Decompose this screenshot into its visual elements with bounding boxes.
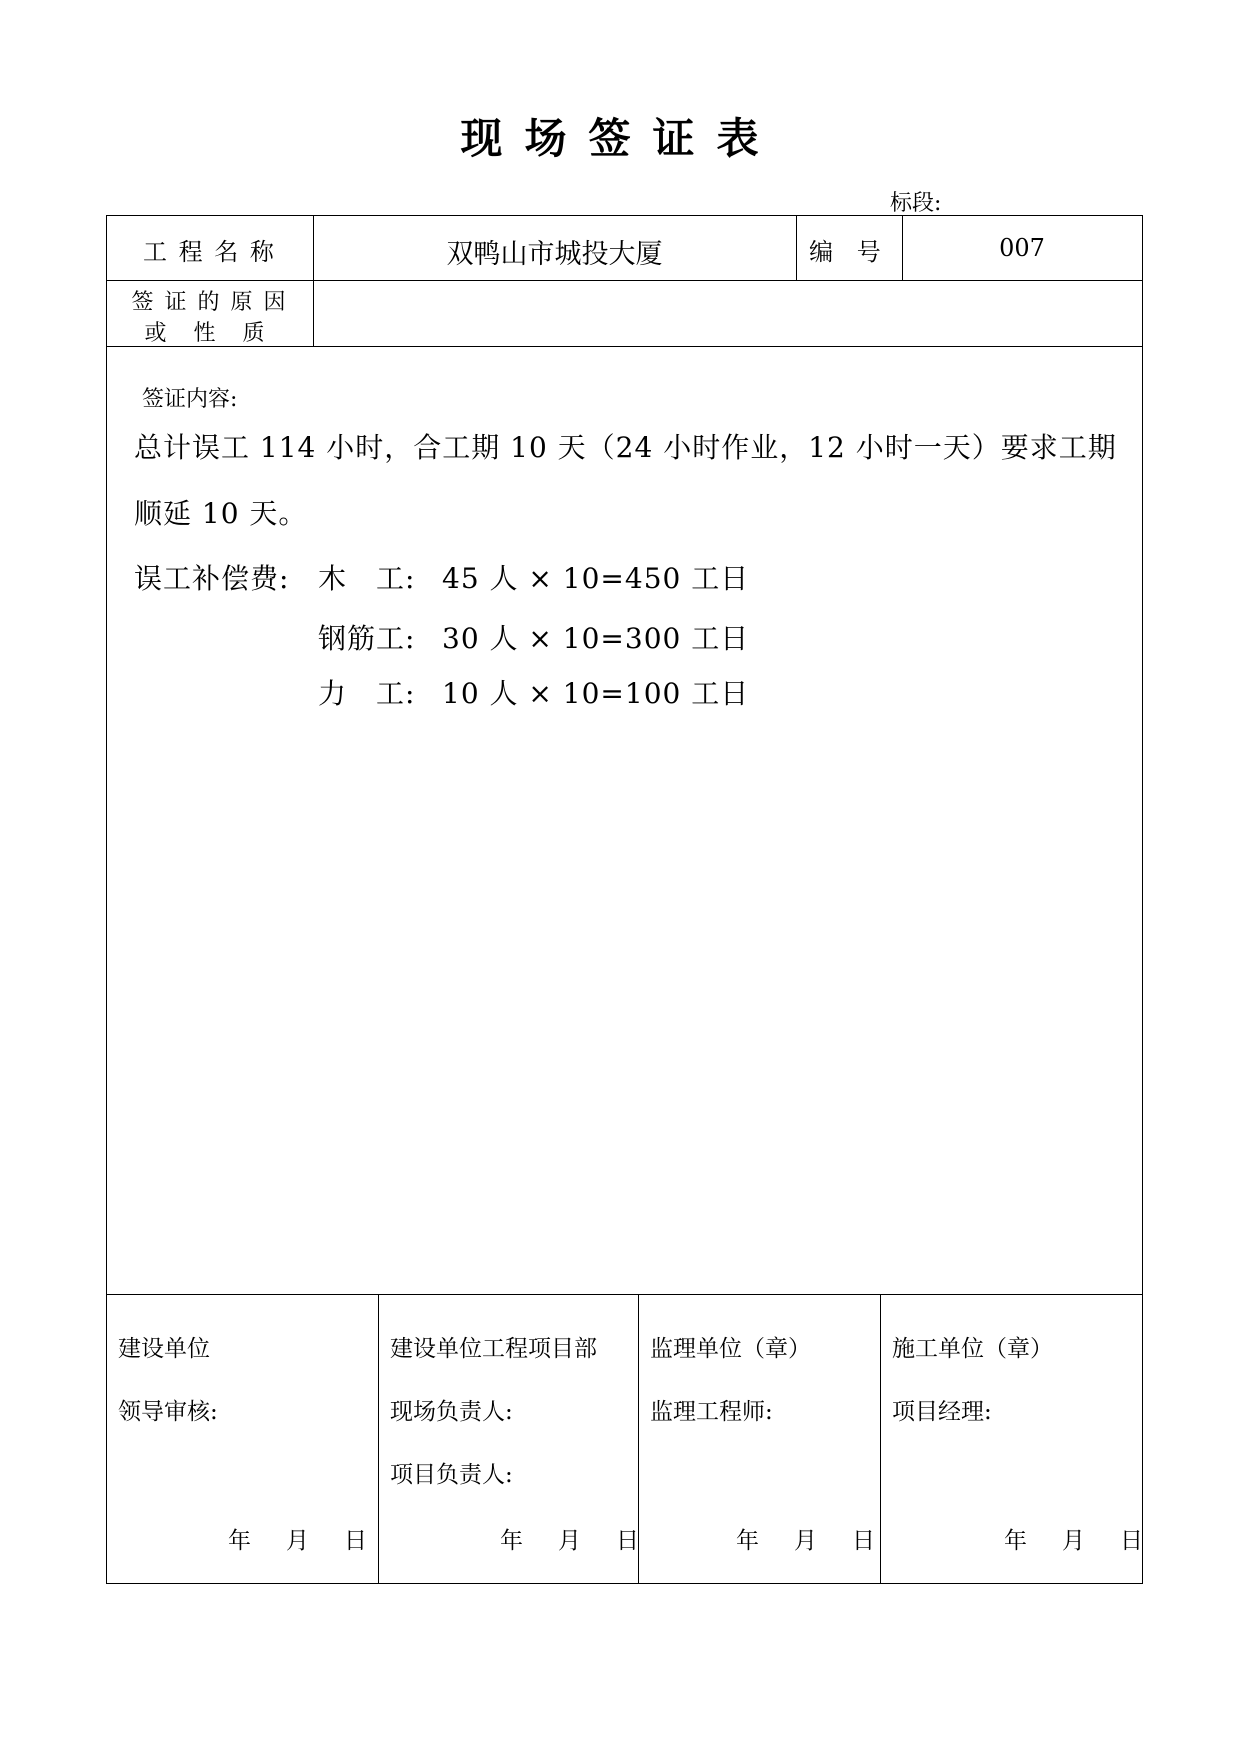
sig-contractor-date: 年 月 日 <box>1004 1528 1149 1554</box>
trade-carpenter-calc: 45 人 × 10=450 工日 <box>442 562 750 595</box>
sig-supervision-date: 年 月 日 <box>736 1528 881 1554</box>
page-title: 现场签证表 <box>460 114 781 163</box>
sig-contractor-pm: 项目经理: <box>892 1399 992 1425</box>
table-border-top <box>106 215 1143 216</box>
table-row-divider <box>106 280 1143 281</box>
trade-labor: 力 工: <box>318 677 416 710</box>
project-name-value: 双鸭山市城投大厦 <box>446 239 663 270</box>
project-name-label: 工 程 名 称 <box>143 238 276 266</box>
content-line-2: 顺延 10 天。 <box>134 497 308 530</box>
table-border-right <box>1142 215 1143 1584</box>
sig-contractor-unit: 施工单位（章） <box>892 1336 1053 1362</box>
table-border-bottom <box>106 1583 1143 1584</box>
reason-label-line1: 签 证 的 原 因 <box>131 290 288 315</box>
number-value: 007 <box>999 234 1045 262</box>
sig-project-manager: 项目负责人: <box>390 1462 513 1488</box>
sig-owner-review: 领导审核: <box>118 1399 218 1425</box>
section-label: 标段: <box>890 191 942 216</box>
trade-rebar-calc: 30 人 × 10=300 工日 <box>442 622 750 655</box>
reason-label-line2: 或 性 质 <box>144 321 275 346</box>
content-label: 签证内容: <box>142 387 238 412</box>
trade-carpenter: 木 工: <box>318 562 416 595</box>
number-label: 编 号 <box>809 238 889 266</box>
sig-site-manager: 现场负责人: <box>390 1399 513 1425</box>
content-line-1: 总计误工 114 小时，合工期 10 天（24 小时作业，12 小时一天）要求工期 <box>134 431 1117 464</box>
table-row-divider <box>106 1294 1143 1295</box>
compensation-label: 误工补偿费: <box>134 562 290 595</box>
sig-supervision-unit: 监理单位（章） <box>650 1336 811 1362</box>
table-col-divider <box>378 1294 379 1584</box>
sig-owner-date: 年 月 日 <box>228 1528 373 1554</box>
table-border-left <box>106 215 107 1584</box>
trade-rebar: 钢筋工: <box>318 622 416 655</box>
sig-owner-unit: 建设单位 <box>118 1336 210 1362</box>
trade-labor-calc: 10 人 × 10=100 工日 <box>442 677 750 710</box>
sig-owner-project-dept: 建设单位工程项目部 <box>390 1336 597 1362</box>
sig-supervising-engineer: 监理工程师: <box>650 1399 773 1425</box>
sig-project-dept-date: 年 月 日 <box>500 1528 645 1554</box>
